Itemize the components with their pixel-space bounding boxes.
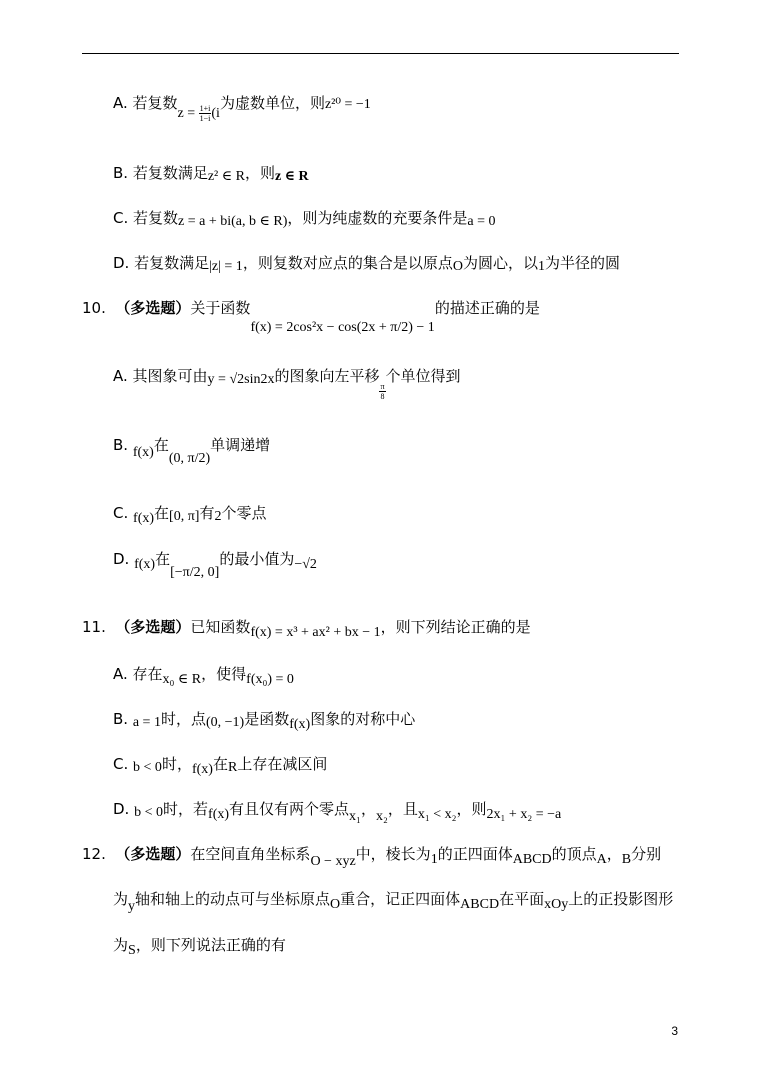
- option-label: C.: [113, 504, 129, 522]
- math-expr: O: [452, 259, 463, 274]
- question-text: 在平面: [499, 890, 545, 908]
- question-text: 为: [113, 936, 129, 954]
- math-expr: b < 0: [134, 805, 164, 820]
- math-expr: B: [621, 852, 632, 867]
- option-text: 个单位得到: [385, 367, 461, 385]
- option-label: D.: [113, 550, 130, 568]
- q12-stem-line-1: [82, 844, 662, 869]
- question-text: 的描述正确的是: [434, 299, 540, 317]
- question-text: 轴和轴上的动点可与坐标原点: [135, 890, 331, 908]
- option-text: 个零点: [221, 504, 267, 522]
- header-rule: [82, 53, 679, 54]
- option-label: B.: [113, 710, 129, 728]
- math-expr: [177, 104, 220, 124]
- option-label: A. 若复数: [113, 94, 178, 112]
- option-text: 在: [153, 436, 169, 454]
- option-text: 的最小值为: [219, 550, 295, 568]
- math-expr: 2x₁ + x₂ = −a: [486, 807, 562, 822]
- option-text: 为半径的圆: [544, 254, 620, 272]
- q11-option-d: [113, 799, 562, 824]
- question-text: 上的正投影图形: [568, 890, 674, 908]
- math-expr: f(x) = x³ + ax² + bx − 1: [250, 625, 381, 640]
- q9-option-b: [113, 163, 309, 185]
- q11-option-c: [113, 754, 327, 776]
- math-expr: f(x): [133, 511, 155, 526]
- math-expr: R: [227, 760, 238, 775]
- fraction-numerator: 1+i: [199, 104, 211, 114]
- option-text: 时，: [161, 755, 192, 773]
- math-expr: y = √2sin2x: [207, 372, 275, 387]
- q9-option-c: [113, 208, 496, 230]
- q10-option-a: [113, 366, 461, 402]
- math-expr: z ∈ R: [274, 169, 309, 184]
- option-text: 图象的对称中心: [310, 710, 416, 728]
- question-text: 的顶点: [551, 845, 597, 863]
- option-text: 时，若: [163, 800, 209, 818]
- math-expr: 1: [430, 852, 438, 867]
- math-expr: f(x): [289, 717, 311, 732]
- q10-stem: [82, 298, 540, 335]
- option-label: D.: [113, 800, 130, 818]
- math-expr: z²⁰ = −1: [324, 97, 371, 112]
- option-label: B.: [113, 436, 129, 454]
- math-expr: A: [596, 852, 607, 867]
- option-text: 单调递增: [210, 436, 271, 454]
- question-text: 重合，记正四面体: [340, 890, 461, 908]
- question-number: 10.: [82, 299, 106, 317]
- option-text: 时，点: [160, 710, 206, 728]
- question-text: ，则下列结论正确的是: [380, 618, 531, 636]
- math-expr: f(x): [132, 445, 154, 460]
- option-text: 为圆心，以: [462, 254, 538, 272]
- option-label: A. 存在: [113, 665, 163, 683]
- math-expr: x₀ ∈ R: [162, 672, 202, 687]
- question-text: 关于函数: [190, 299, 251, 317]
- question-text: ，: [606, 845, 622, 863]
- fraction: [199, 104, 212, 123]
- math-expr: O: [330, 897, 341, 912]
- math-expr: −√2: [294, 557, 317, 572]
- fraction-numerator: π: [380, 382, 385, 392]
- math-expr: |z| = 1: [209, 259, 243, 274]
- option-text: 在: [212, 755, 228, 773]
- math-expr: S: [128, 943, 136, 958]
- q12-stem-line-3: [113, 935, 286, 957]
- math-expr: x₂: [375, 809, 388, 824]
- q11-stem: [82, 617, 531, 639]
- math-expr: [0, π]: [169, 509, 200, 524]
- math-expr: z = a + bi(a, b ∈ R): [178, 214, 288, 229]
- math-expr: y: [128, 899, 136, 914]
- q9-option-d: [113, 253, 620, 275]
- option-text: 上存在减区间: [237, 755, 328, 773]
- math-text: (i: [211, 106, 220, 121]
- option-text: ，则: [456, 800, 487, 818]
- math-expr: ABCD: [460, 897, 500, 912]
- option-text: ，: [360, 800, 376, 818]
- fraction-denominator: 8: [380, 392, 385, 402]
- option-text: ，则复数对应点的集合是以原点: [242, 254, 453, 272]
- q10-option-b: [113, 435, 271, 466]
- math-expr: [−π/2, 0]: [170, 565, 220, 580]
- option-label: A. 其图象可由: [113, 367, 208, 385]
- math-expr: xOy: [544, 897, 569, 912]
- q12-stem-line-2: [113, 889, 674, 914]
- question-number: 11.: [82, 618, 106, 636]
- math-expr: f(x): [208, 807, 230, 822]
- math-expr: [379, 382, 385, 402]
- option-label: B. 若复数满足: [113, 164, 208, 182]
- option-label: D. 若复数满足: [113, 254, 210, 272]
- math-expr: ABCD: [512, 852, 552, 867]
- question-tag: （多选题）: [115, 299, 191, 317]
- question-tag: （多选题）: [115, 845, 191, 863]
- q11-option-b: [113, 709, 415, 731]
- math-expr: 2: [214, 509, 222, 524]
- option-text: ，则为纯虚数的充要条件是: [287, 209, 468, 227]
- math-expr: (0, π/2): [168, 451, 211, 466]
- question-text: 已知函数: [190, 618, 251, 636]
- option-text: ，使得: [201, 665, 247, 683]
- option-text: 有且仅有两个零点: [229, 800, 350, 818]
- question-text: 的正四面体: [437, 845, 513, 863]
- question-text: 中，棱长为: [355, 845, 431, 863]
- option-label: C. 若复数: [113, 209, 179, 227]
- math-expr: f(x) = 2cos²x − cos(2x + π/2) − 1: [250, 320, 435, 335]
- option-text: 在: [155, 550, 171, 568]
- math-expr: O − xyz: [310, 854, 356, 869]
- option-text: ，且: [387, 800, 418, 818]
- option-text: 是函数: [244, 710, 290, 728]
- question-number: 12.: [82, 845, 106, 863]
- option-label: C.: [113, 755, 129, 773]
- math-expr: a = 0: [467, 214, 496, 229]
- math-expr: x₁ < x₂: [417, 807, 457, 822]
- fraction: [379, 382, 385, 401]
- option-text: 有: [199, 504, 215, 522]
- math-text: z =: [177, 106, 199, 121]
- math-expr: 1: [537, 259, 545, 274]
- option-text: 的图象向左平移: [274, 367, 380, 385]
- math-expr: f(x): [134, 557, 156, 572]
- fraction-denominator: 1−i: [199, 114, 211, 124]
- math-expr: b < 0: [133, 760, 162, 775]
- math-expr: f(x): [191, 762, 213, 777]
- q10-option-d: [113, 549, 317, 580]
- q11-option-a: [113, 664, 294, 686]
- question-text: 为: [113, 890, 129, 908]
- math-expr: (0, −1): [205, 715, 245, 730]
- option-text: ，则: [244, 164, 275, 182]
- math-expr: z² ∈ R: [207, 169, 245, 184]
- question-text: ，则下列说法正确的有: [135, 936, 286, 954]
- page-number: 3: [671, 1024, 678, 1038]
- question-text: 在空间直角坐标系: [190, 845, 311, 863]
- q10-option-c: [113, 503, 266, 525]
- question-text: 分别: [631, 845, 662, 863]
- math-expr: x₁: [349, 809, 361, 824]
- option-text: 在: [154, 504, 170, 522]
- math-expr: a = 1: [132, 715, 161, 730]
- math-expr: f(x₀) = 0: [246, 672, 294, 687]
- q9-option-a: [113, 93, 371, 124]
- question-tag: （多选题）: [115, 618, 191, 636]
- option-text: 为虚数单位，则: [219, 94, 325, 112]
